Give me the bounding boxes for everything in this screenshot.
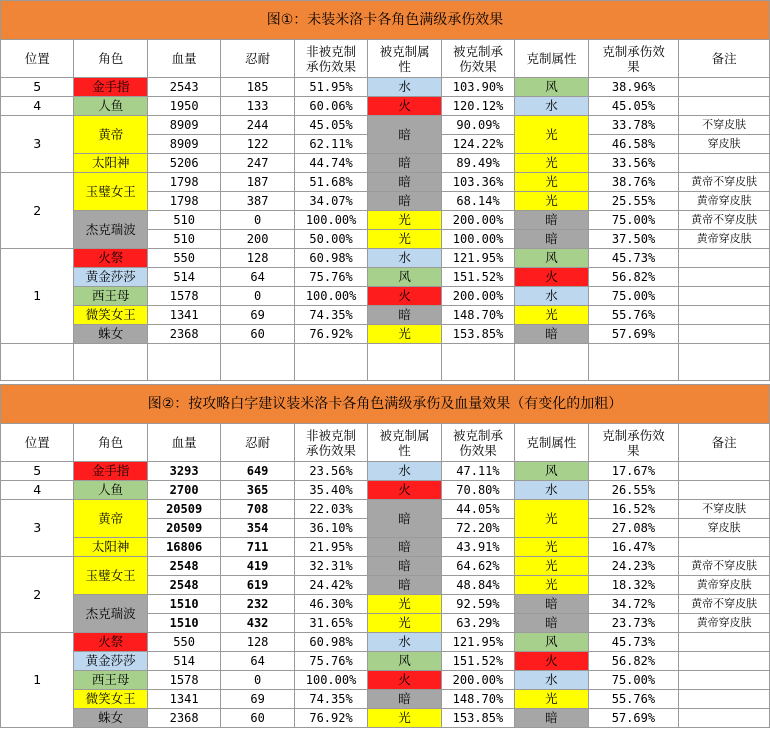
countered-attr-cell: 光 bbox=[368, 325, 441, 344]
counter-dmg-cell: 57.69% bbox=[588, 325, 679, 344]
counter-attr-cell: 水 bbox=[515, 671, 588, 690]
counter-attr-cell: 水 bbox=[515, 481, 588, 500]
counter-dmg-cell: 25.55% bbox=[588, 192, 679, 211]
role-cell: 火祭 bbox=[74, 633, 147, 652]
role-cell: 人鱼 bbox=[74, 97, 147, 116]
non-countered-cell: 46.30% bbox=[294, 595, 367, 614]
hp-cell: 1798 bbox=[147, 192, 220, 211]
non-countered-cell: 23.56% bbox=[294, 462, 367, 481]
table-row bbox=[1, 306, 770, 325]
endure-cell: 354 bbox=[221, 519, 294, 538]
countered-attr-cell: 风 bbox=[368, 268, 441, 287]
table-row bbox=[1, 116, 770, 135]
countered-dmg-cell: 151.52% bbox=[441, 268, 514, 287]
non-countered-cell: 62.11% bbox=[294, 135, 367, 154]
note-cell bbox=[679, 249, 770, 268]
table-row bbox=[1, 690, 770, 709]
non-countered-cell: 76.92% bbox=[294, 325, 367, 344]
countered-dmg-cell: 63.29% bbox=[441, 614, 514, 633]
endure-cell: 60 bbox=[221, 325, 294, 344]
counter-attr-cell: 光 bbox=[515, 173, 588, 192]
position-cell: 3 bbox=[1, 500, 74, 557]
counter-dmg-cell: 37.50% bbox=[588, 230, 679, 249]
counter-dmg-cell: 23.73% bbox=[588, 614, 679, 633]
hp-cell: 16806 bbox=[147, 538, 220, 557]
counter-dmg-cell: 38.96% bbox=[588, 78, 679, 97]
counter-attr-cell: 风 bbox=[515, 78, 588, 97]
counter-dmg-cell: 33.78% bbox=[588, 116, 679, 135]
counter-attr-cell: 光 bbox=[515, 690, 588, 709]
table-row bbox=[1, 97, 770, 116]
header-countered-dmg: 被克制承 伤效果 bbox=[441, 424, 514, 462]
countered-attr-cell: 火 bbox=[368, 97, 441, 116]
header-endure: 忍耐 bbox=[221, 424, 294, 462]
hp-cell: 1510 bbox=[147, 595, 220, 614]
countered-attr-cell: 水 bbox=[368, 78, 441, 97]
hp-cell: 20509 bbox=[147, 519, 220, 538]
non-countered-cell: 75.76% bbox=[294, 268, 367, 287]
note-cell: 黄帝穿皮肤 bbox=[679, 230, 770, 249]
countered-dmg-cell: 48.84% bbox=[441, 576, 514, 595]
counter-dmg-cell: 57.69% bbox=[588, 709, 679, 728]
table-row bbox=[1, 557, 770, 576]
note-cell bbox=[679, 325, 770, 344]
counter-dmg-cell: 17.67% bbox=[588, 462, 679, 481]
endure-cell: 619 bbox=[221, 576, 294, 595]
header-countered-dmg: 被克制承 伤效果 bbox=[441, 40, 514, 78]
counter-attr-cell: 暗 bbox=[515, 211, 588, 230]
countered-dmg-cell: 151.52% bbox=[441, 652, 514, 671]
countered-dmg-cell: 64.62% bbox=[441, 557, 514, 576]
countered-dmg-cell: 89.49% bbox=[441, 154, 514, 173]
position-cell: 4 bbox=[1, 97, 74, 116]
countered-attr-cell: 光 bbox=[368, 230, 441, 249]
countered-attr-cell: 暗 bbox=[368, 154, 441, 173]
note-cell bbox=[679, 652, 770, 671]
table-row bbox=[1, 481, 770, 500]
note-cell: 黄帝穿皮肤 bbox=[679, 576, 770, 595]
note-cell: 不穿皮肤 bbox=[679, 500, 770, 519]
table-row bbox=[1, 652, 770, 671]
non-countered-cell: 21.95% bbox=[294, 538, 367, 557]
countered-attr-cell: 水 bbox=[368, 249, 441, 268]
counter-dmg-cell: 75.00% bbox=[588, 671, 679, 690]
counter-attr-cell: 风 bbox=[515, 633, 588, 652]
note-cell: 黄帝穿皮肤 bbox=[679, 192, 770, 211]
countered-attr-cell: 火 bbox=[368, 671, 441, 690]
endure-cell: 244 bbox=[221, 116, 294, 135]
countered-dmg-cell: 103.90% bbox=[441, 78, 514, 97]
non-countered-cell: 100.00% bbox=[294, 287, 367, 306]
note-cell: 黄帝不穿皮肤 bbox=[679, 211, 770, 230]
role-cell: 人鱼 bbox=[74, 481, 147, 500]
endure-cell: 0 bbox=[221, 671, 294, 690]
header-role: 角色 bbox=[74, 424, 147, 462]
countered-dmg-cell: 200.00% bbox=[441, 671, 514, 690]
endure-cell: 0 bbox=[221, 211, 294, 230]
countered-attr-cell: 暗 bbox=[368, 306, 441, 325]
countered-attr-cell: 暗 bbox=[368, 557, 441, 576]
counter-dmg-cell: 45.05% bbox=[588, 97, 679, 116]
role-cell: 黄金莎莎 bbox=[74, 268, 147, 287]
header-counter-attr: 克制属性 bbox=[515, 424, 588, 462]
role-cell: 太阳神 bbox=[74, 538, 147, 557]
note-cell: 黄帝不穿皮肤 bbox=[679, 557, 770, 576]
note-cell bbox=[679, 481, 770, 500]
endure-cell: 0 bbox=[221, 287, 294, 306]
table-row bbox=[1, 325, 770, 344]
role-cell: 西王母 bbox=[74, 671, 147, 690]
endure-cell: 711 bbox=[221, 538, 294, 557]
non-countered-cell: 34.07% bbox=[294, 192, 367, 211]
hp-cell: 1798 bbox=[147, 173, 220, 192]
counter-attr-cell: 光 bbox=[515, 538, 588, 557]
counter-attr-cell: 暗 bbox=[515, 614, 588, 633]
counter-attr-cell: 火 bbox=[515, 268, 588, 287]
endure-cell: 247 bbox=[221, 154, 294, 173]
role-cell: 微笑女王 bbox=[74, 306, 147, 325]
note-cell bbox=[679, 709, 770, 728]
header-role: 角色 bbox=[74, 40, 147, 78]
countered-dmg-cell: 120.12% bbox=[441, 97, 514, 116]
role-cell: 金手指 bbox=[74, 78, 147, 97]
countered-attr-cell: 暗 bbox=[368, 690, 441, 709]
endure-cell: 232 bbox=[221, 595, 294, 614]
table-row bbox=[1, 268, 770, 287]
hp-cell: 2700 bbox=[147, 481, 220, 500]
hp-cell: 1510 bbox=[147, 614, 220, 633]
table-row bbox=[1, 154, 770, 173]
table-row bbox=[1, 173, 770, 192]
header-endure: 忍耐 bbox=[221, 40, 294, 78]
non-countered-cell: 100.00% bbox=[294, 211, 367, 230]
table-row bbox=[1, 595, 770, 614]
note-cell: 穿皮肤 bbox=[679, 519, 770, 538]
table-row bbox=[1, 78, 770, 97]
hp-cell: 8909 bbox=[147, 135, 220, 154]
position-cell: 2 bbox=[1, 173, 74, 249]
table-equipped bbox=[0, 384, 770, 728]
countered-dmg-cell: 90.09% bbox=[441, 116, 514, 135]
endure-cell: 128 bbox=[221, 249, 294, 268]
table-row bbox=[1, 671, 770, 690]
table-row bbox=[1, 287, 770, 306]
hp-cell: 510 bbox=[147, 230, 220, 249]
hp-cell: 514 bbox=[147, 652, 220, 671]
role-cell: 蛛女 bbox=[74, 709, 147, 728]
counter-dmg-cell: 45.73% bbox=[588, 249, 679, 268]
table-row bbox=[1, 211, 770, 230]
countered-dmg-cell: 121.95% bbox=[441, 249, 514, 268]
hp-cell: 2368 bbox=[147, 709, 220, 728]
hp-cell: 3293 bbox=[147, 462, 220, 481]
counter-dmg-cell: 33.56% bbox=[588, 154, 679, 173]
counter-dmg-cell: 45.73% bbox=[588, 633, 679, 652]
endure-cell: 432 bbox=[221, 614, 294, 633]
counter-dmg-cell: 16.47% bbox=[588, 538, 679, 557]
counter-attr-cell: 暗 bbox=[515, 709, 588, 728]
header-non-countered: 非被克制 承伤效果 bbox=[294, 40, 367, 78]
counter-attr-cell: 光 bbox=[515, 116, 588, 154]
counter-attr-cell: 水 bbox=[515, 97, 588, 116]
table-row bbox=[1, 249, 770, 268]
hp-cell: 8909 bbox=[147, 116, 220, 135]
endure-cell: 128 bbox=[221, 633, 294, 652]
header-countered-attr: 被克制属 性 bbox=[368, 40, 441, 78]
non-countered-cell: 44.74% bbox=[294, 154, 367, 173]
hp-cell: 550 bbox=[147, 249, 220, 268]
endure-cell: 60 bbox=[221, 709, 294, 728]
note-cell: 黄帝不穿皮肤 bbox=[679, 173, 770, 192]
table-row bbox=[1, 500, 770, 519]
role-cell: 微笑女王 bbox=[74, 690, 147, 709]
non-countered-cell: 24.42% bbox=[294, 576, 367, 595]
header-hp: 血量 bbox=[147, 424, 220, 462]
endure-cell: 365 bbox=[221, 481, 294, 500]
countered-dmg-cell: 103.36% bbox=[441, 173, 514, 192]
non-countered-cell: 60.98% bbox=[294, 249, 367, 268]
hp-cell: 550 bbox=[147, 633, 220, 652]
endure-cell: 708 bbox=[221, 500, 294, 519]
countered-dmg-cell: 100.00% bbox=[441, 230, 514, 249]
countered-attr-cell: 暗 bbox=[368, 116, 441, 154]
role-cell: 杰克瑞波 bbox=[74, 595, 147, 633]
header-hp: 血量 bbox=[147, 40, 220, 78]
hp-cell: 514 bbox=[147, 268, 220, 287]
hp-cell: 5206 bbox=[147, 154, 220, 173]
non-countered-cell: 22.03% bbox=[294, 500, 367, 519]
note-cell bbox=[679, 268, 770, 287]
countered-dmg-cell: 44.05% bbox=[441, 500, 514, 519]
countered-dmg-cell: 70.80% bbox=[441, 481, 514, 500]
note-cell bbox=[679, 287, 770, 306]
non-countered-cell: 100.00% bbox=[294, 671, 367, 690]
header-non-countered: 非被克制 承伤效果 bbox=[294, 424, 367, 462]
counter-attr-cell: 火 bbox=[515, 652, 588, 671]
note-cell bbox=[679, 306, 770, 325]
counter-dmg-cell: 55.76% bbox=[588, 306, 679, 325]
counter-attr-cell: 光 bbox=[515, 154, 588, 173]
non-countered-cell: 76.92% bbox=[294, 709, 367, 728]
role-cell: 黄帝 bbox=[74, 500, 147, 538]
note-cell bbox=[679, 690, 770, 709]
countered-dmg-cell: 148.70% bbox=[441, 306, 514, 325]
endure-cell: 64 bbox=[221, 652, 294, 671]
endure-cell: 69 bbox=[221, 306, 294, 325]
header-position: 位置 bbox=[1, 40, 74, 78]
counter-attr-cell: 风 bbox=[515, 462, 588, 481]
note-cell bbox=[679, 671, 770, 690]
note-cell bbox=[679, 462, 770, 481]
hp-cell: 2548 bbox=[147, 557, 220, 576]
blank-row bbox=[1, 344, 770, 381]
counter-attr-cell: 暗 bbox=[515, 230, 588, 249]
position-cell: 2 bbox=[1, 557, 74, 633]
countered-attr-cell: 暗 bbox=[368, 173, 441, 192]
header-countered-attr: 被克制属 性 bbox=[368, 424, 441, 462]
role-cell: 玉璧女王 bbox=[74, 557, 147, 595]
hp-cell: 20509 bbox=[147, 500, 220, 519]
counter-attr-cell: 光 bbox=[515, 576, 588, 595]
header-note: 备注 bbox=[679, 424, 770, 462]
counter-attr-cell: 风 bbox=[515, 249, 588, 268]
position-cell: 3 bbox=[1, 116, 74, 173]
non-countered-cell: 36.10% bbox=[294, 519, 367, 538]
note-cell bbox=[679, 633, 770, 652]
endure-cell: 185 bbox=[221, 78, 294, 97]
countered-dmg-cell: 92.59% bbox=[441, 595, 514, 614]
endure-cell: 122 bbox=[221, 135, 294, 154]
countered-dmg-cell: 153.85% bbox=[441, 709, 514, 728]
position-cell: 1 bbox=[1, 249, 74, 344]
endure-cell: 200 bbox=[221, 230, 294, 249]
hp-cell: 510 bbox=[147, 211, 220, 230]
countered-attr-cell: 光 bbox=[368, 211, 441, 230]
position-cell: 5 bbox=[1, 78, 74, 97]
note-cell: 不穿皮肤 bbox=[679, 116, 770, 135]
non-countered-cell: 75.76% bbox=[294, 652, 367, 671]
counter-dmg-cell: 56.82% bbox=[588, 268, 679, 287]
header-counter-attr: 克制属性 bbox=[515, 40, 588, 78]
countered-attr-cell: 水 bbox=[368, 462, 441, 481]
counter-attr-cell: 水 bbox=[515, 287, 588, 306]
countered-dmg-cell: 153.85% bbox=[441, 325, 514, 344]
hp-cell: 1578 bbox=[147, 671, 220, 690]
hp-cell: 1578 bbox=[147, 287, 220, 306]
counter-attr-cell: 暗 bbox=[515, 325, 588, 344]
counter-dmg-cell: 16.52% bbox=[588, 500, 679, 519]
countered-attr-cell: 风 bbox=[368, 652, 441, 671]
role-cell: 黄帝 bbox=[74, 116, 147, 154]
countered-attr-cell: 光 bbox=[368, 595, 441, 614]
endure-cell: 387 bbox=[221, 192, 294, 211]
countered-dmg-cell: 200.00% bbox=[441, 211, 514, 230]
hp-cell: 2548 bbox=[147, 576, 220, 595]
hp-cell: 2368 bbox=[147, 325, 220, 344]
note-cell: 黄帝穿皮肤 bbox=[679, 614, 770, 633]
table-row bbox=[1, 538, 770, 557]
table-row bbox=[1, 633, 770, 652]
endure-cell: 649 bbox=[221, 462, 294, 481]
countered-attr-cell: 光 bbox=[368, 614, 441, 633]
countered-attr-cell: 暗 bbox=[368, 500, 441, 538]
role-cell: 杰克瑞波 bbox=[74, 211, 147, 249]
countered-attr-cell: 水 bbox=[368, 633, 441, 652]
hp-cell: 1341 bbox=[147, 690, 220, 709]
countered-attr-cell: 暗 bbox=[368, 538, 441, 557]
counter-dmg-cell: 75.00% bbox=[588, 211, 679, 230]
countered-dmg-cell: 72.20% bbox=[441, 519, 514, 538]
non-countered-cell: 35.40% bbox=[294, 481, 367, 500]
countered-attr-cell: 光 bbox=[368, 709, 441, 728]
countered-dmg-cell: 47.11% bbox=[441, 462, 514, 481]
header-position: 位置 bbox=[1, 424, 74, 462]
non-countered-cell: 51.68% bbox=[294, 173, 367, 192]
role-cell: 太阳神 bbox=[74, 154, 147, 173]
non-countered-cell: 45.05% bbox=[294, 116, 367, 135]
note-cell bbox=[679, 78, 770, 97]
position-cell: 1 bbox=[1, 633, 74, 728]
table2-title: 图②：按攻略白字建议装米洛卡各角色满级承伤及血量效果（有变化的加粗） bbox=[1, 385, 770, 424]
table-row bbox=[1, 462, 770, 481]
endure-cell: 133 bbox=[221, 97, 294, 116]
counter-dmg-cell: 34.72% bbox=[588, 595, 679, 614]
counter-dmg-cell: 26.55% bbox=[588, 481, 679, 500]
counter-dmg-cell: 38.76% bbox=[588, 173, 679, 192]
note-cell: 穿皮肤 bbox=[679, 135, 770, 154]
counter-dmg-cell: 75.00% bbox=[588, 287, 679, 306]
counter-attr-cell: 光 bbox=[515, 306, 588, 325]
countered-attr-cell: 暗 bbox=[368, 192, 441, 211]
non-countered-cell: 60.98% bbox=[294, 633, 367, 652]
non-countered-cell: 50.00% bbox=[294, 230, 367, 249]
counter-dmg-cell: 18.32% bbox=[588, 576, 679, 595]
endure-cell: 419 bbox=[221, 557, 294, 576]
role-cell: 蛛女 bbox=[74, 325, 147, 344]
position-cell: 5 bbox=[1, 462, 74, 481]
note-cell: 黄帝不穿皮肤 bbox=[679, 595, 770, 614]
endure-cell: 64 bbox=[221, 268, 294, 287]
hp-cell: 2543 bbox=[147, 78, 220, 97]
non-countered-cell: 31.65% bbox=[294, 614, 367, 633]
note-cell bbox=[679, 538, 770, 557]
countered-dmg-cell: 124.22% bbox=[441, 135, 514, 154]
non-countered-cell: 51.95% bbox=[294, 78, 367, 97]
countered-dmg-cell: 200.00% bbox=[441, 287, 514, 306]
counter-attr-cell: 光 bbox=[515, 500, 588, 538]
role-cell: 火祭 bbox=[74, 249, 147, 268]
countered-dmg-cell: 121.95% bbox=[441, 633, 514, 652]
endure-cell: 187 bbox=[221, 173, 294, 192]
non-countered-cell: 60.06% bbox=[294, 97, 367, 116]
role-cell: 玉璧女王 bbox=[74, 173, 147, 211]
role-cell: 黄金莎莎 bbox=[74, 652, 147, 671]
note-cell bbox=[679, 154, 770, 173]
note-cell bbox=[679, 97, 770, 116]
table-row bbox=[1, 709, 770, 728]
role-cell: 西王母 bbox=[74, 287, 147, 306]
countered-attr-cell: 火 bbox=[368, 481, 441, 500]
endure-cell: 69 bbox=[221, 690, 294, 709]
countered-dmg-cell: 43.91% bbox=[441, 538, 514, 557]
header-counter-dmg: 克制承伤效 果 bbox=[588, 424, 679, 462]
hp-cell: 1950 bbox=[147, 97, 220, 116]
table1-title: 图①：未装米洛卡各角色满级承伤效果 bbox=[1, 1, 770, 40]
counter-dmg-cell: 46.58% bbox=[588, 135, 679, 154]
countered-dmg-cell: 68.14% bbox=[441, 192, 514, 211]
non-countered-cell: 32.31% bbox=[294, 557, 367, 576]
countered-attr-cell: 火 bbox=[368, 287, 441, 306]
counter-dmg-cell: 56.82% bbox=[588, 652, 679, 671]
counter-dmg-cell: 27.08% bbox=[588, 519, 679, 538]
role-cell: 金手指 bbox=[74, 462, 147, 481]
counter-attr-cell: 暗 bbox=[515, 595, 588, 614]
counter-attr-cell: 光 bbox=[515, 192, 588, 211]
counter-dmg-cell: 55.76% bbox=[588, 690, 679, 709]
countered-dmg-cell: 148.70% bbox=[441, 690, 514, 709]
non-countered-cell: 74.35% bbox=[294, 306, 367, 325]
counter-dmg-cell: 24.23% bbox=[588, 557, 679, 576]
counter-attr-cell: 光 bbox=[515, 557, 588, 576]
countered-attr-cell: 暗 bbox=[368, 576, 441, 595]
header-counter-dmg: 克制承伤效 果 bbox=[588, 40, 679, 78]
header-note: 备注 bbox=[679, 40, 770, 78]
position-cell: 4 bbox=[1, 481, 74, 500]
non-countered-cell: 74.35% bbox=[294, 690, 367, 709]
hp-cell: 1341 bbox=[147, 306, 220, 325]
